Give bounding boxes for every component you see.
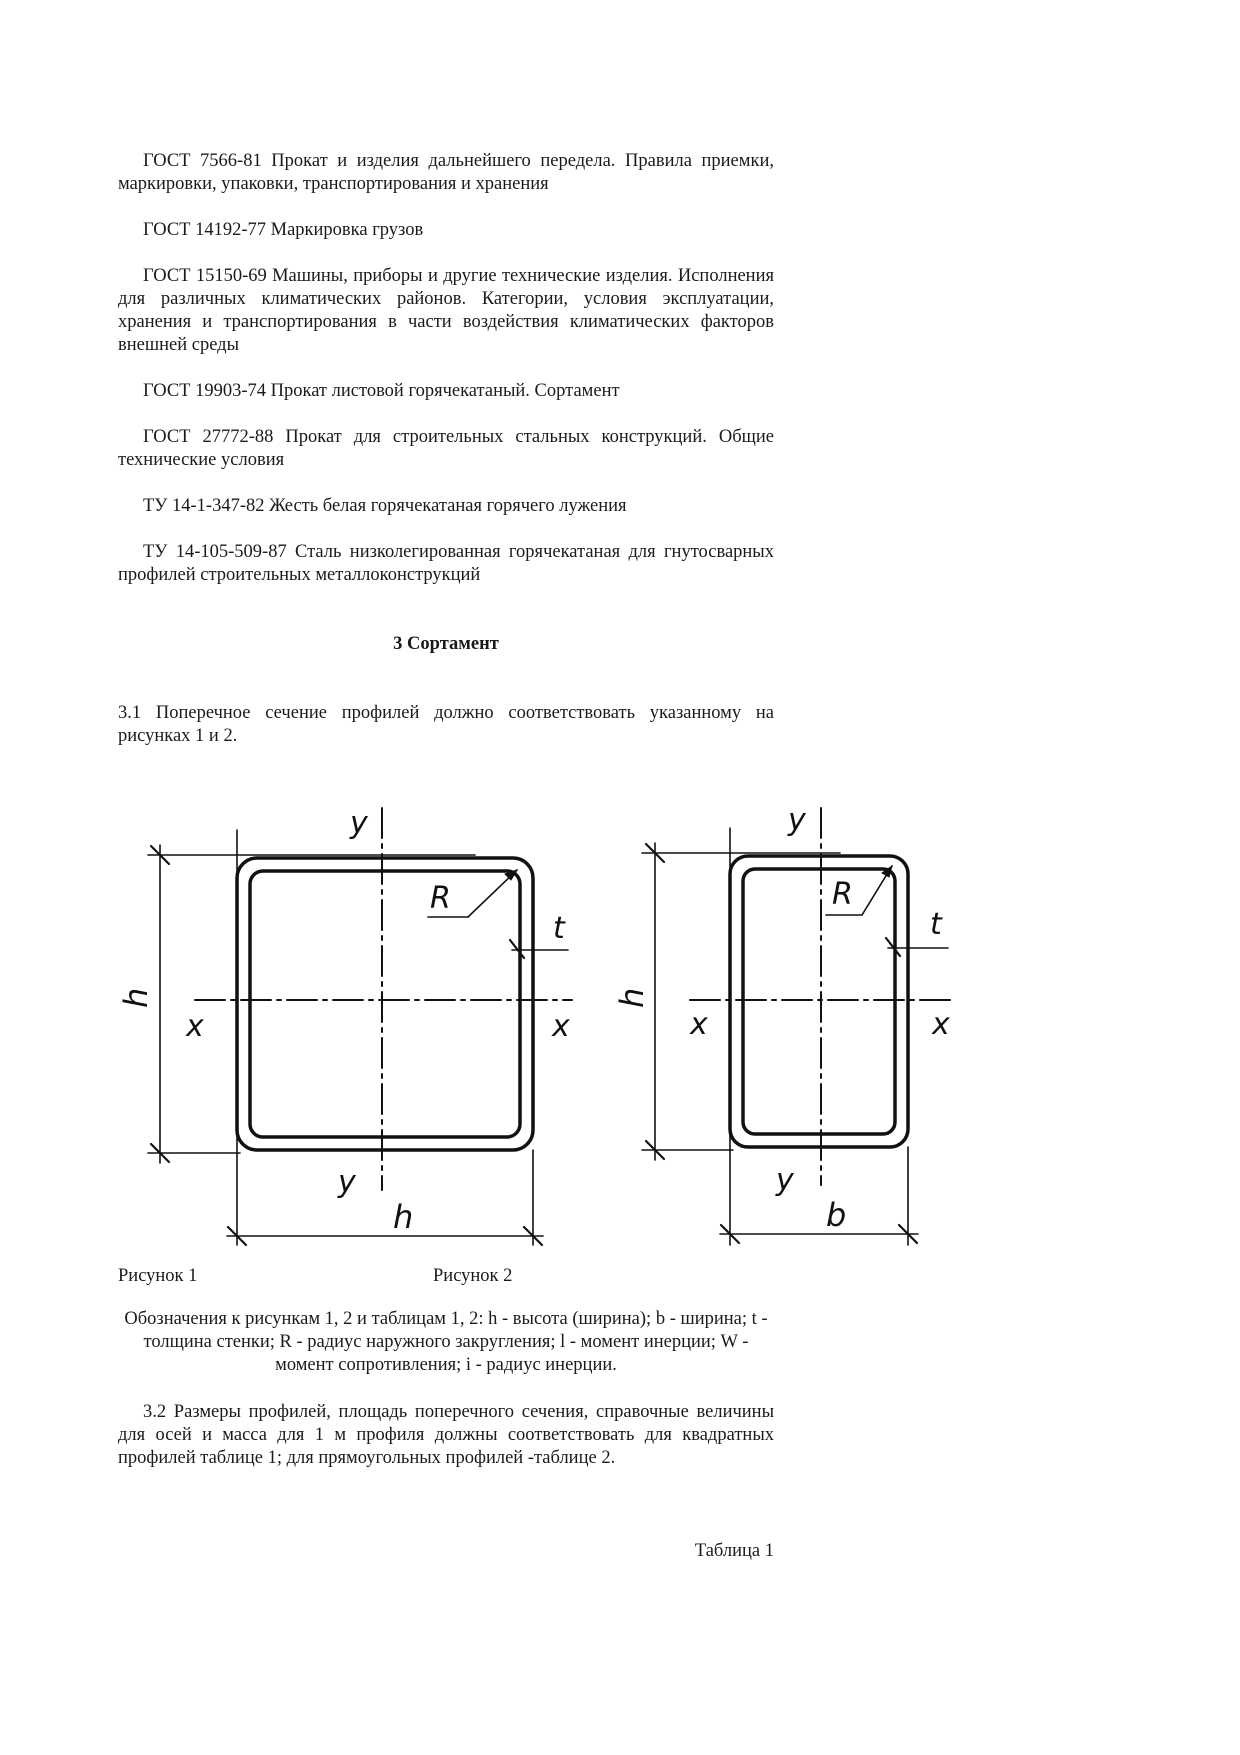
reference-tu-14-105-509: ТУ 14-105-509-87 Сталь низколегированная горячекатаная для гнутосварных профилей строительных металлоконструкций [118, 542, 774, 585]
figure-2-label-y-bottom: y [776, 1163, 794, 1198]
figure-1-label-y-top: y [350, 806, 368, 841]
figure-1-label-x-right: x [552, 1009, 570, 1044]
reference-gost-19903: ГОСТ 19903-74 Прокат листовой горячекатаный. Сортамент [143, 381, 620, 401]
figure-2-label-r: R [832, 877, 853, 912]
section-title: 3 Сортамент [393, 634, 499, 654]
figure-2-label-y-top: y [788, 803, 806, 838]
figure-2-label-x-left: x [690, 1007, 708, 1042]
figure-2-label-t: t [930, 907, 942, 942]
figure-2-caption: Рисунок 2 [433, 1266, 513, 1286]
figure-2-label-h-vertical: h [613, 987, 651, 1008]
figure-2-label-x-right: x [932, 1007, 950, 1042]
paragraph-3-1: 3.1 Поперечное сечение профилей должно соответствовать указанному на рисунках 1 и 2. [118, 703, 774, 746]
figure-1-label-h-horizontal: h [393, 1198, 414, 1236]
table-1-label: Таблица 1 [694, 1541, 774, 1561]
legend-note: Обозначения к рисункам 1, 2 и таблицам 1, 2: h - высота (ширина); b - ширина; t - толщина стенки; R - радиус наружного закругления; l - момент инерции; W - момент сопротивления; i - радиус инерции. [124, 1309, 768, 1375]
figure-1-label-r: R [430, 881, 451, 916]
figure-1-label-h-vertical: h [117, 987, 155, 1008]
figure-1-label-t: t [553, 911, 565, 946]
figure-2-label-b: b [826, 1196, 847, 1234]
figure-1-caption: Рисунок 1 [118, 1266, 198, 1286]
reference-gost-27772: ГОСТ 27772-88 Прокат для строительных стальных конструкций. Общие технические условия [118, 427, 774, 470]
reference-gost-15150: ГОСТ 15150-69 Машины, приборы и другие технические изделия. Исполнения для различных климатических районов. Категории, условия эксплуатации, хранения и транспортирования в части воздействия климатических факторов внешней среды [118, 266, 774, 355]
reference-gost-14192: ГОСТ 14192-77 Маркировка грузов [143, 220, 424, 240]
figure-2-inner-contour [743, 869, 895, 1134]
reference-tu-14-1-347: ТУ 14-1-347-82 Жесть белая горячекатаная горячего лужения [143, 496, 627, 516]
figure-2-outer-contour [730, 856, 908, 1147]
paragraph-3-2: 3.2 Размеры профилей, площадь поперечного сечения, справочные величины для осей и масса для 1 м профиля должны соответствовать для квадратных профилей таблице 1; для прямоугольных профилей -таблице 2. [118, 1402, 774, 1468]
reference-gost-7566: ГОСТ 7566-81 Прокат и изделия дальнейшего передела. Правила приемки, маркировки, упаковки, транспортирования и хранения [118, 151, 774, 194]
figure-1-label-y-bottom: y [338, 1165, 356, 1200]
figure-1-label-x-left: x [186, 1009, 204, 1044]
